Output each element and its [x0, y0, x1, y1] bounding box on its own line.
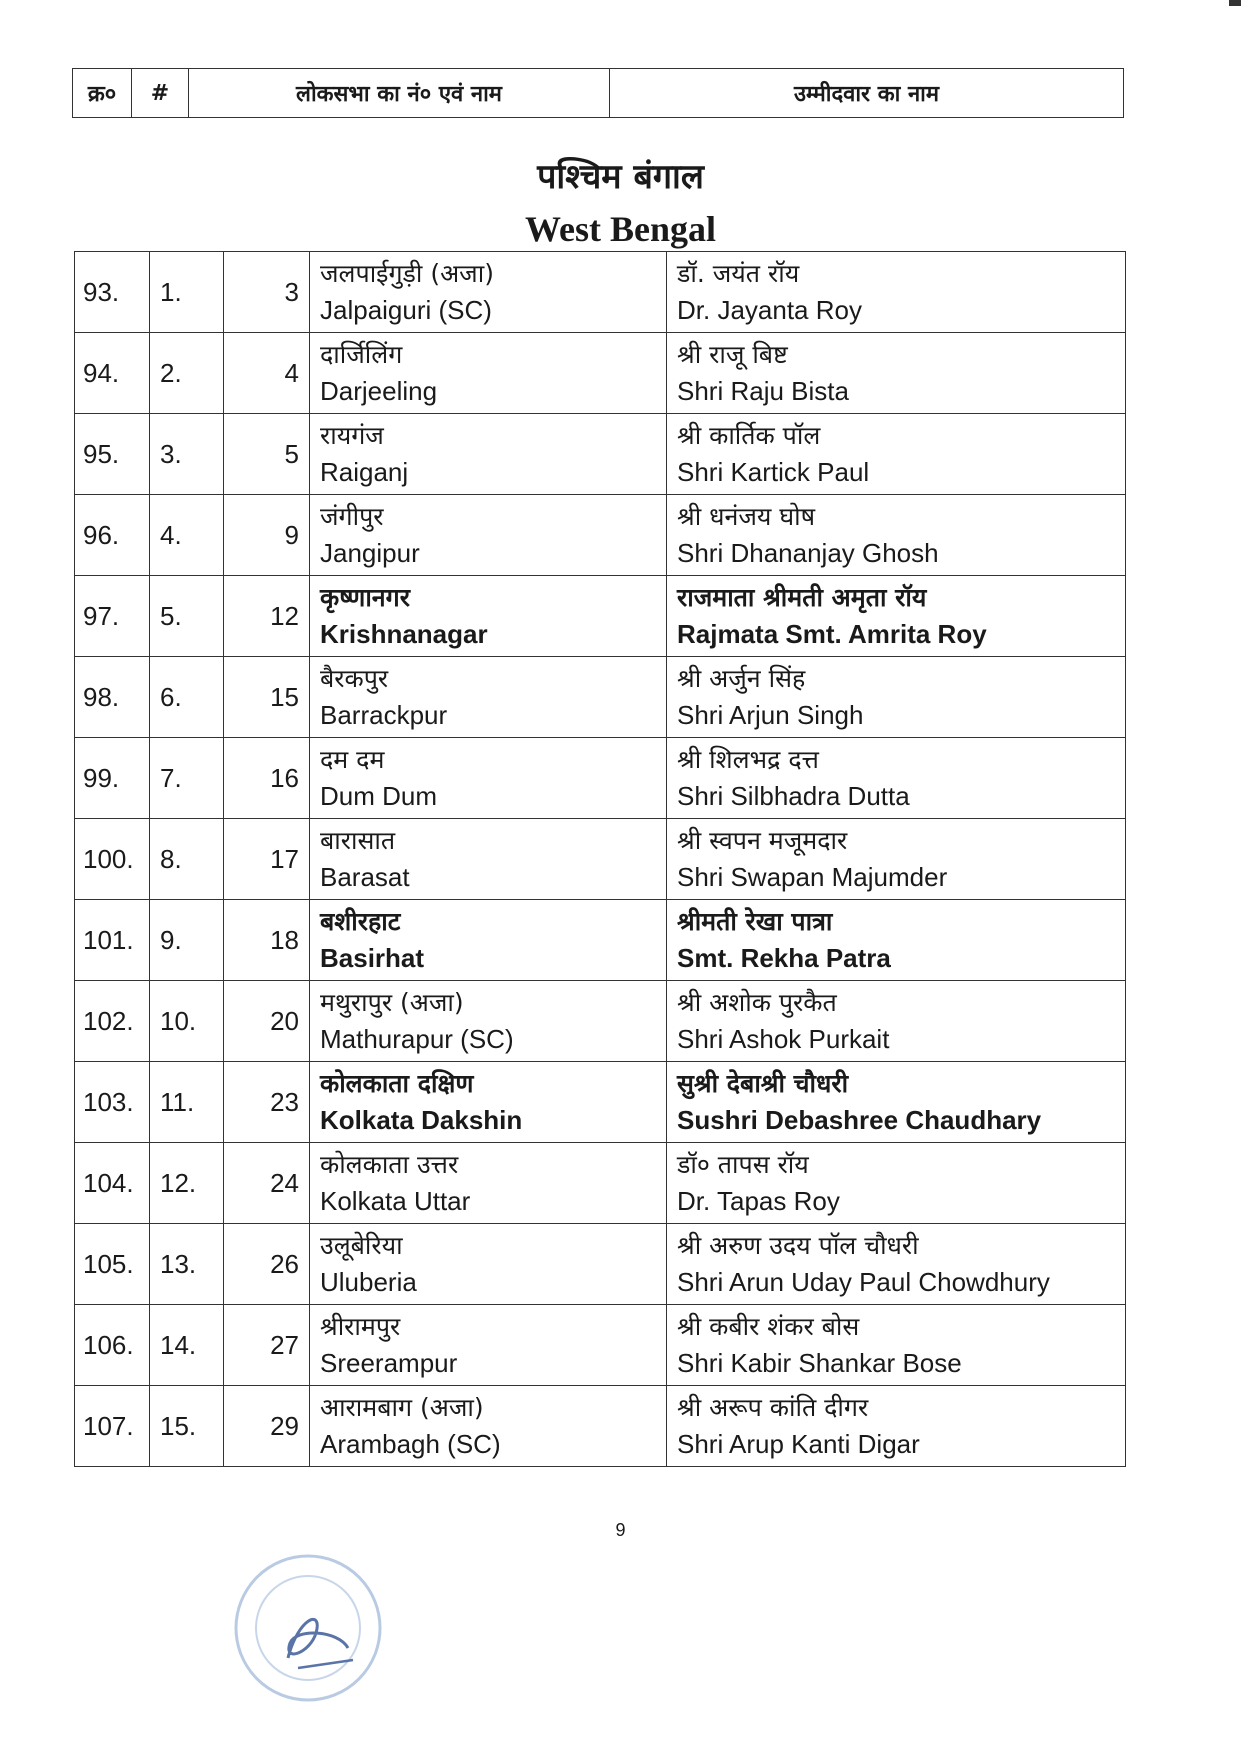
table-row — [75, 738, 1126, 819]
state-index: 13. — [150, 1224, 224, 1305]
candidate-name-english: Shri Kabir Shankar Bose — [677, 1348, 962, 1378]
state-index: 15. — [150, 1386, 224, 1467]
constituency-number: 9 — [224, 495, 310, 576]
state-index: 10. — [150, 981, 224, 1062]
constituency-name-english: Jalpaiguri (SC) — [320, 295, 492, 325]
candidate-name-english: Shri Raju Bista — [677, 376, 849, 406]
constituency-name-hindi: कोलकाता उत्तर — [320, 1150, 459, 1179]
serial-number: 102. — [75, 981, 150, 1062]
state-index: 11. — [150, 1062, 224, 1143]
constituency-name-english: Kolkata Uttar — [320, 1186, 471, 1216]
constituency-number: 23 — [224, 1062, 310, 1143]
table-row — [75, 1062, 1126, 1143]
constituency-name — [310, 333, 667, 414]
constituency-number: 26 — [224, 1224, 310, 1305]
state-index: 6. — [150, 657, 224, 738]
candidate-name-english: Dr. Jayanta Roy — [677, 295, 862, 325]
header-constituency: लोकसभा का नं० एवं नाम — [189, 69, 610, 118]
constituency-name-english: Barrackpur — [320, 700, 448, 730]
constituency-number: 12 — [224, 576, 310, 657]
serial-number: 103. — [75, 1062, 150, 1143]
constituency-name-english: Arambagh (SC) — [320, 1429, 501, 1459]
constituency-name-hindi: जंगीपुर — [320, 502, 384, 531]
constituency-number: 4 — [224, 333, 310, 414]
constituency-number: 27 — [224, 1305, 310, 1386]
candidate-name — [667, 738, 1126, 819]
state-index: 14. — [150, 1305, 224, 1386]
constituency-name-english: Uluberia — [320, 1267, 417, 1297]
constituency-name — [310, 1386, 667, 1467]
candidate-name-english: Shri Swapan Majumder — [677, 862, 948, 892]
constituency-name — [310, 495, 667, 576]
table-row — [75, 333, 1126, 414]
candidate-name-hindi: श्री अरूप कांति दीगर — [677, 1393, 869, 1422]
constituency-name-hindi: बशीरहाट — [320, 907, 401, 936]
serial-number: 107. — [75, 1386, 150, 1467]
constituency-name — [310, 1062, 667, 1143]
serial-number: 104. — [75, 1143, 150, 1224]
state-index: 1. — [150, 252, 224, 333]
constituency-name-english: Krishnanagar — [320, 619, 488, 649]
constituency-name-hindi: जलपाईगुड़ी (अजा) — [320, 259, 494, 288]
scan-edge-mark — [1229, 0, 1241, 6]
constituency-number: 18 — [224, 900, 310, 981]
state-index: 2. — [150, 333, 224, 414]
serial-number: 106. — [75, 1305, 150, 1386]
serial-number: 98. — [75, 657, 150, 738]
header-hash: # — [132, 69, 189, 118]
constituency-name-hindi: बैरकपुर — [320, 664, 389, 693]
candidate-name-english: Rajmata Smt. Amrita Roy — [677, 619, 987, 649]
candidate-name — [667, 900, 1126, 981]
candidate-name-hindi: सुश्री देबाश्री चौधरी — [677, 1069, 849, 1098]
serial-number: 95. — [75, 414, 150, 495]
page-number: 9 — [615, 1520, 626, 1540]
candidate-name-hindi: श्री अशोक पुरकैत — [677, 988, 837, 1017]
table-row — [75, 900, 1126, 981]
column-header-table — [72, 68, 1124, 118]
constituency-number: 15 — [224, 657, 310, 738]
candidate-name-english: Shri Silbhadra Dutta — [677, 781, 910, 811]
constituency-name-hindi: आरामबाग (अजा) — [320, 1393, 484, 1422]
constituency-name-english: Sreerampur — [320, 1348, 458, 1378]
candidate-name-hindi: श्री शिलभद्र दत्त — [677, 745, 819, 774]
constituency-name — [310, 1143, 667, 1224]
header-serial: क्र० — [73, 69, 132, 118]
header-candidate: उम्मीदवार का नाम — [610, 69, 1124, 118]
constituency-number: 17 — [224, 819, 310, 900]
table-row — [75, 819, 1126, 900]
candidate-name — [667, 495, 1126, 576]
table-row — [75, 657, 1126, 738]
constituency-name — [310, 1305, 667, 1386]
constituency-name-english: Mathurapur (SC) — [320, 1024, 514, 1054]
constituency-number: 3 — [224, 252, 310, 333]
constituency-name-english: Basirhat — [320, 943, 425, 973]
candidate-name-hindi: श्री कबीर शंकर बोस — [677, 1312, 860, 1341]
serial-number: 94. — [75, 333, 150, 414]
table-row — [75, 252, 1126, 333]
candidate-name — [667, 981, 1126, 1062]
constituency-number: 5 — [224, 414, 310, 495]
constituency-name-hindi: दार्जिलिंग — [320, 340, 403, 369]
table-row — [75, 1386, 1126, 1467]
constituency-number: 16 — [224, 738, 310, 819]
candidate-name — [667, 1143, 1126, 1224]
candidate-name-english: Shri Arjun Singh — [677, 700, 864, 730]
table-row — [75, 1143, 1126, 1224]
state-index: 12. — [150, 1143, 224, 1224]
office-seal-signature-icon — [228, 1548, 388, 1708]
constituency-name-hindi: श्रीरामपुर — [320, 1312, 401, 1341]
serial-number: 101. — [75, 900, 150, 981]
constituency-name-hindi: मथुरापुर (अजा) — [320, 988, 464, 1017]
constituency-name — [310, 900, 667, 981]
state-title-english: West Bengal — [524, 209, 716, 249]
state-index: 7. — [150, 738, 224, 819]
constituency-name — [310, 657, 667, 738]
constituency-name-english: Darjeeling — [320, 376, 438, 406]
state-index: 8. — [150, 819, 224, 900]
constituency-name-english: Raiganj — [320, 457, 409, 487]
constituency-number: 29 — [224, 1386, 310, 1467]
constituency-name — [310, 414, 667, 495]
candidate-name-hindi: श्रीमती रेखा पात्रा — [677, 907, 833, 936]
constituency-number: 24 — [224, 1143, 310, 1224]
candidate-name-hindi: डॉ० तापस रॉय — [677, 1150, 809, 1179]
constituency-name-hindi: उलूबेरिया — [320, 1231, 403, 1260]
candidate-name-english: Shri Arun Uday Paul Chowdhury — [677, 1267, 1050, 1297]
serial-number: 105. — [75, 1224, 150, 1305]
constituency-name — [310, 738, 667, 819]
candidate-name-hindi: श्री धनंजय घोष — [677, 502, 816, 531]
candidate-table-body — [75, 252, 1126, 1467]
table-row — [75, 414, 1126, 495]
candidate-name-hindi: डॉ. जयंत रॉय — [677, 259, 800, 288]
constituency-name — [310, 252, 667, 333]
candidate-name-english: Shri Dhananjay Ghosh — [677, 538, 939, 568]
constituency-name — [310, 1224, 667, 1305]
candidate-name — [667, 1386, 1126, 1467]
constituency-name-english: Barasat — [320, 862, 410, 892]
candidate-name — [667, 1305, 1126, 1386]
constituency-name-english: Jangipur — [320, 538, 420, 568]
candidate-table — [74, 251, 1126, 1467]
state-index: 3. — [150, 414, 224, 495]
constituency-name-hindi: कृष्णानगर — [320, 583, 410, 612]
constituency-number: 20 — [224, 981, 310, 1062]
candidate-name — [667, 1224, 1126, 1305]
table-row — [75, 576, 1126, 657]
constituency-name-hindi: दम दम — [320, 745, 385, 774]
state-title-hindi: पश्चिम बंगाल — [537, 157, 704, 197]
serial-number: 99. — [75, 738, 150, 819]
constituency-name — [310, 981, 667, 1062]
candidate-name — [667, 414, 1126, 495]
candidate-name-hindi: राजमाता श्रीमती अमृता रॉय — [677, 583, 927, 612]
serial-number: 97. — [75, 576, 150, 657]
candidate-name — [667, 252, 1126, 333]
serial-number: 96. — [75, 495, 150, 576]
constituency-name — [310, 576, 667, 657]
serial-number: 100. — [75, 819, 150, 900]
constituency-name-english: Kolkata Dakshin — [320, 1105, 523, 1135]
constituency-name-hindi: बारासात — [320, 826, 396, 855]
candidate-name-hindi: श्री अर्जुन सिंह — [677, 664, 806, 693]
candidate-name-english: Dr. Tapas Roy — [677, 1186, 840, 1216]
candidate-name-english: Smt. Rekha Patra — [677, 943, 891, 973]
serial-number: 93. — [75, 252, 150, 333]
candidate-name-english: Shri Arup Kanti Digar — [677, 1429, 920, 1459]
candidate-name — [667, 576, 1126, 657]
state-index: 4. — [150, 495, 224, 576]
candidate-name-hindi: श्री कार्तिक पॉल — [677, 421, 821, 450]
state-index: 9. — [150, 900, 224, 981]
constituency-name — [310, 819, 667, 900]
candidate-name-english: Shri Kartick Paul — [677, 457, 870, 487]
candidate-name-hindi: श्री स्वपन मजूमदार — [677, 826, 848, 855]
constituency-name-hindi: कोलकाता दक्षिण — [320, 1069, 474, 1098]
candidate-name — [667, 819, 1126, 900]
candidate-name-english: Shri Ashok Purkait — [677, 1024, 890, 1054]
candidate-name-hindi: श्री अरुण उदय पॉल चौधरी — [677, 1231, 919, 1260]
candidate-name — [667, 657, 1126, 738]
candidate-name — [667, 333, 1126, 414]
table-row — [75, 1224, 1126, 1305]
candidate-name — [667, 1062, 1126, 1143]
table-row — [75, 1305, 1126, 1386]
table-row — [75, 981, 1126, 1062]
table-row — [75, 495, 1126, 576]
constituency-name-hindi: रायगंज — [320, 421, 384, 450]
candidate-name-hindi: श्री राजू बिष्ट — [677, 340, 788, 369]
candidate-name-english: Sushri Debashree Chaudhary — [677, 1105, 1042, 1135]
state-index: 5. — [150, 576, 224, 657]
constituency-name-english: Dum Dum — [320, 781, 438, 811]
